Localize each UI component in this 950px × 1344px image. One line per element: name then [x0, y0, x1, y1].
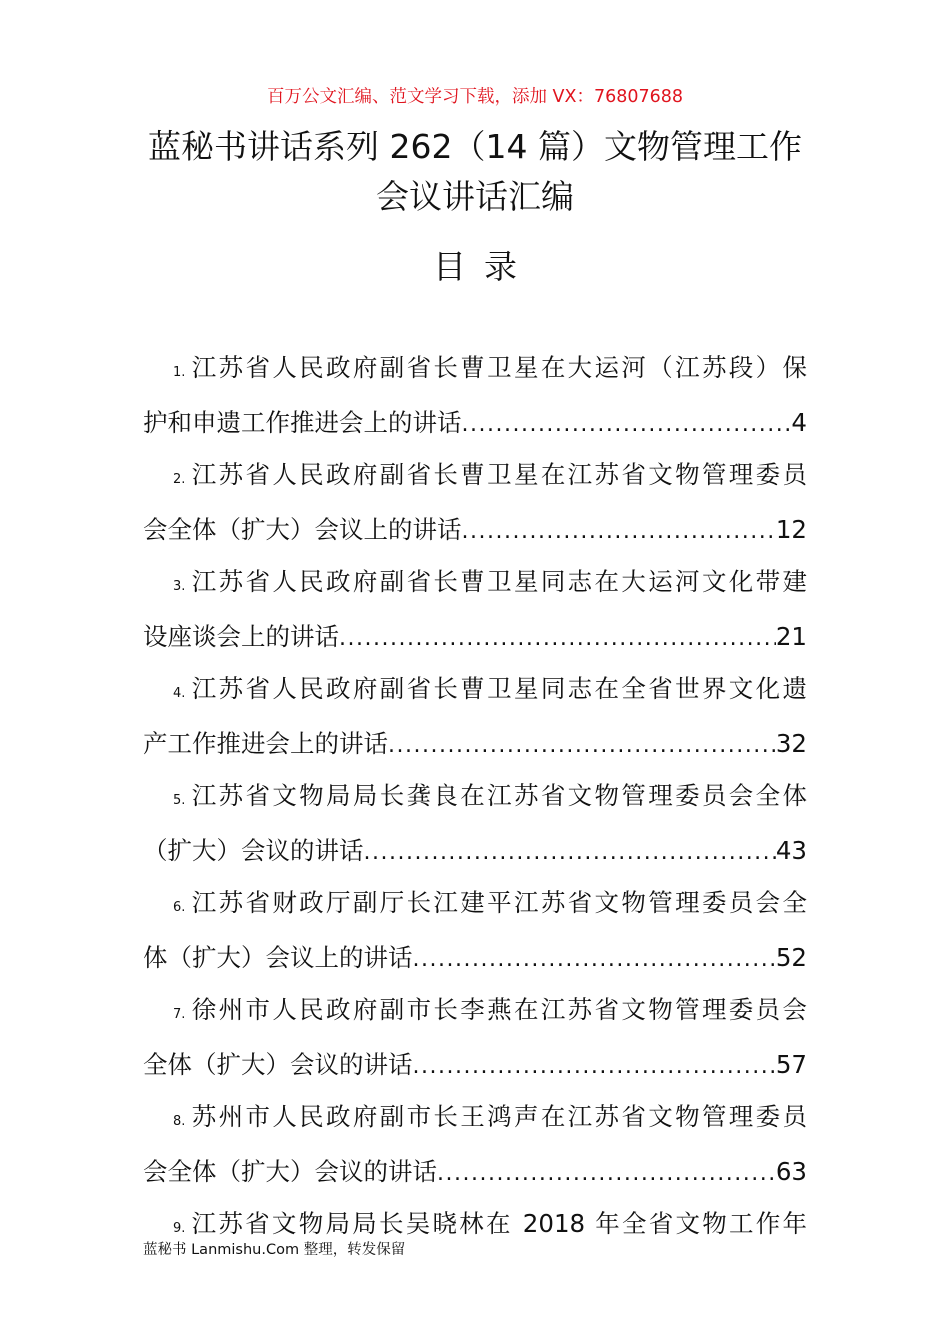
toc-entry[interactable] [143, 771, 807, 878]
toc-entry-second-line [143, 398, 807, 450]
toc-entry-first-line [143, 450, 807, 505]
table-of-contents [143, 343, 807, 1254]
toc-entry-title: 江苏省人民政府副省长曹卫星在江苏省文物管理委员 [189, 460, 807, 489]
toc-page-number: 4 [791, 408, 807, 437]
dot-leader [437, 1149, 776, 1199]
toc-entry-number: 3. [173, 579, 186, 594]
toc-entry-title-continued: 会全体（扩大）会议的讲话 [143, 1157, 437, 1186]
toc-entry-number: 8. [173, 1114, 186, 1129]
toc-entry-number: 7. [173, 1007, 186, 1022]
toc-entry-second-line [143, 719, 807, 771]
toc-entry-title: 江苏省文物局局长吴晓林在 2018 年全省文物工作年 [189, 1209, 807, 1238]
toc-entry-title-continued: 产工作推进会上的讲话 [143, 729, 388, 758]
toc-entry-title: 江苏省人民政府副省长曹卫星同志在全省世界文化遗 [189, 674, 807, 703]
toc-entry-second-line [143, 826, 807, 878]
toc-entry[interactable] [143, 343, 807, 450]
footer-note: 蓝秘书 Lanmishu.Com 整理，转发保留 [143, 1242, 406, 1258]
toc-entry-number: 9. [173, 1221, 186, 1236]
toc-entry-second-line [143, 505, 807, 557]
toc-entry-number: 5. [173, 793, 186, 808]
document-title: 蓝秘书讲话系列 262（14 篇）文物管理工作会议讲话汇编 [148, 127, 802, 216]
toc-entry-first-line [143, 771, 807, 826]
toc-page-number: 57 [775, 1050, 807, 1079]
toc-entry-first-line [143, 557, 807, 612]
toc-entry-title: 江苏省文物局局长龚良在江苏省文物管理委员会全体 [189, 781, 807, 810]
toc-entry-title: 徐州市人民政府副市长李燕在江苏省文物管理委员会 [189, 995, 807, 1024]
dot-leader [339, 614, 776, 664]
toc-page-number: 43 [775, 836, 807, 865]
toc-page-number: 21 [775, 622, 807, 651]
toc-entry-title: 江苏省财政厅副厅长江建平江苏省文物管理委员会全 [189, 888, 807, 917]
toc-entry-title-continued: （扩大）会议的讲话 [143, 836, 364, 865]
toc-entry-first-line [143, 878, 807, 933]
toc-entry-first-line [143, 343, 807, 398]
toc-entry-first-line [143, 985, 807, 1040]
promo-banner: 百万公文汇编、范文学习下载，添加 VX：76807688 [266, 87, 684, 107]
toc-entry-second-line [143, 1147, 807, 1199]
toc-page-number: 63 [775, 1157, 807, 1186]
toc-entry-first-line [143, 1092, 807, 1147]
toc-entry-second-line [143, 1040, 807, 1092]
toc-entry[interactable] [143, 878, 807, 985]
toc-entry-second-line [143, 933, 807, 985]
toc-entry-number: 1. [173, 365, 186, 380]
dot-leader [413, 935, 776, 985]
toc-entry[interactable] [143, 1092, 807, 1199]
toc-entry[interactable] [143, 450, 807, 557]
toc-page-number: 12 [775, 515, 807, 544]
toc-entry-title-continued: 全体（扩大）会议的讲话 [143, 1050, 413, 1079]
dot-leader [462, 507, 776, 557]
toc-page-number: 32 [775, 729, 807, 758]
toc-entry-title-continued: 设座谈会上的讲话 [143, 622, 339, 651]
toc-entry[interactable] [143, 985, 807, 1092]
toc-page-number: 52 [775, 943, 807, 972]
toc-entry-first-line [143, 664, 807, 719]
toc-entry-title-continued: 体（扩大）会议上的讲话 [143, 943, 413, 972]
toc-entry[interactable] [143, 557, 807, 664]
toc-entry-title-continued: 护和申遗工作推进会上的讲话 [143, 408, 462, 437]
toc-entry-number: 6. [173, 900, 186, 915]
toc-entry-second-line [143, 612, 807, 664]
dot-leader [462, 400, 792, 450]
dot-leader [388, 721, 776, 771]
toc-entry-title-continued: 会全体（扩大）会议上的讲话 [143, 515, 462, 544]
toc-entry-title: 苏州市人民政府副市长王鸿声在江苏省文物管理委员 [189, 1102, 807, 1131]
dot-leader [364, 828, 776, 878]
toc-entry-number: 2. [173, 472, 186, 487]
toc-entry[interactable] [143, 664, 807, 771]
toc-entry-title: 江苏省人民政府副省长曹卫星在大运河（江苏段）保 [189, 353, 807, 382]
toc-heading: 目录 [433, 247, 535, 286]
toc-entry-number: 4. [173, 686, 186, 701]
toc-entry-title: 江苏省人民政府副省长曹卫星同志在大运河文化带建 [189, 567, 807, 596]
dot-leader [413, 1042, 776, 1092]
